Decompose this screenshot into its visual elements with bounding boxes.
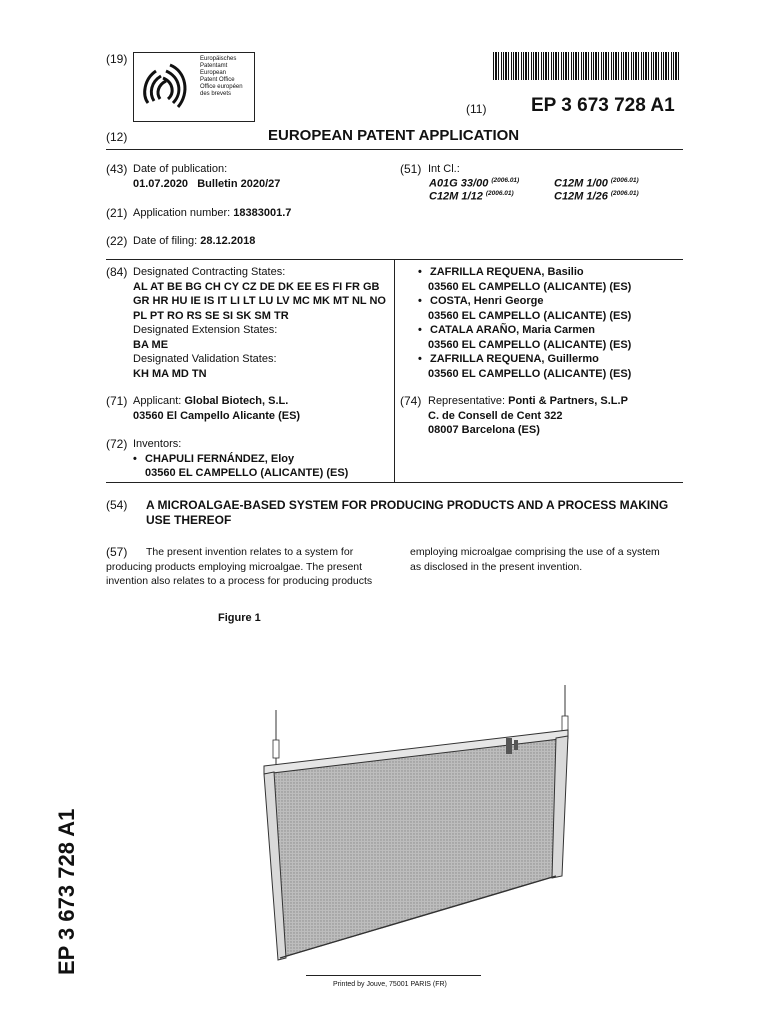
- int-cl-version: (2006.01): [485, 190, 514, 197]
- filing-date-label: Date of filing:: [133, 235, 198, 247]
- inventors-label: Inventors:: [133, 438, 182, 450]
- inventor-name: • ZAFRILLA REQUENA, Guillermo: [418, 353, 599, 365]
- epo-logo-icon: [136, 55, 196, 119]
- int-cl-version: (2006.01): [491, 177, 520, 184]
- applicant-address: 03560 El Campello Alicante (ES): [133, 409, 301, 422]
- inid-code-21: (21): [106, 206, 128, 220]
- applicant-block: [133, 394, 300, 423]
- contracting-states-line: PL PT RO RS SE SI SK SM TR: [133, 309, 289, 322]
- office-name-line: Patentamt: [200, 63, 228, 69]
- publication-date-value: 01.07.2020 Bulletin 2020/27: [133, 178, 281, 190]
- inid-code-19: (19): [106, 52, 128, 66]
- publication-number: EP 3 673 728 A1: [531, 95, 675, 116]
- header-rule: [106, 149, 683, 150]
- applicant-name: Global Biotech, S.L.: [184, 395, 289, 407]
- invention-title-line: A MICROALGAE-BASED SYSTEM FOR PRODUCING PRODUCTS AND A PROCESS MAKING: [146, 498, 669, 512]
- int-cl-version: (2006.01): [610, 177, 639, 184]
- inventor-address: 03560 EL CAMPELLO (ALICANTE) (ES): [428, 367, 632, 380]
- extension-states-label: Designated Extension States:: [133, 324, 278, 336]
- inid-code-43: (43): [106, 162, 128, 176]
- inid-code-84: (84): [106, 265, 128, 279]
- abstract-left-line: producing products employing microalgae. The present: [106, 560, 363, 573]
- figure-caption: Figure 1: [218, 612, 261, 624]
- application-number: [133, 207, 291, 219]
- inid-code-51: (51): [400, 162, 422, 176]
- publication-date-label: Date of publication:: [133, 163, 228, 175]
- abstract-right-line: employing microalgae comprising the use of a system: [410, 546, 660, 558]
- inid-code-57: (57): [106, 545, 128, 559]
- extension-states-value: BA ME: [133, 338, 169, 351]
- int-cl-entry: [429, 177, 519, 190]
- footer-rule: [306, 975, 481, 976]
- inid-code-71: (71): [106, 394, 128, 408]
- int-cl-label: Int Cl.:: [428, 163, 460, 175]
- table-bottom-rule: [106, 482, 683, 483]
- inid-code-11: (11): [466, 102, 487, 116]
- photobioreactor-panel-figure: [230, 680, 590, 965]
- int-cl-class: A01G 33/00: [429, 177, 489, 190]
- int-cl-entry: [429, 190, 514, 203]
- inid-code-54: (54): [106, 498, 128, 512]
- invention-title-line: USE THEREOF: [146, 513, 232, 527]
- inventor-name: • COSTA, Henri George: [418, 295, 544, 307]
- int-cl-class: C12M 1/00: [554, 177, 608, 190]
- inventor-name: • ZAFRILLA REQUENA, Basilio: [418, 266, 584, 278]
- contracting-states-label: Designated Contracting States:: [133, 266, 286, 278]
- abstract-right-line: as disclosed in the present invention.: [410, 560, 583, 573]
- inventors-block: [133, 437, 348, 481]
- inventor-address: 03560 EL CAMPELLO (ALICANTE) (ES): [428, 338, 632, 351]
- contracting-states-line: AL AT BE BG CH CY CZ DE DK EE ES FI FR GB: [133, 280, 380, 293]
- validation-states-value: KH MA MD TN: [133, 367, 207, 380]
- inventor-address: 03560 EL CAMPELLO (ALICANTE) (ES): [145, 467, 349, 479]
- office-name-line: des brevets: [200, 91, 232, 97]
- column-divider: [394, 259, 395, 482]
- printer-note: Printed by Jouve, 75001 PARIS (FR): [333, 981, 447, 988]
- office-name-line: Patent Office: [200, 77, 235, 83]
- int-cl-class: C12M 1/12: [429, 190, 483, 203]
- validation-states-label: Designated Validation States:: [133, 353, 277, 365]
- filing-date-value: 28.12.2018: [200, 235, 256, 247]
- int-cl-entry: [554, 177, 639, 190]
- representative-street: C. de Consell de Cent 322: [428, 409, 563, 422]
- inventor-list-continued: [418, 265, 631, 381]
- document-type: EUROPEAN PATENT APPLICATION: [268, 127, 520, 144]
- int-cl-class: C12M 1/26: [554, 190, 608, 203]
- representative-name: Ponti & Partners, S.L.P: [508, 395, 628, 407]
- office-name-line: European: [200, 70, 227, 76]
- representative-line: [428, 394, 628, 409]
- applicant-line: [133, 394, 300, 409]
- inventor-address: 03560 EL CAMPELLO (ALICANTE) (ES): [428, 309, 632, 322]
- office-names: [200, 56, 243, 98]
- filing-date: [133, 235, 255, 247]
- abstract-left-first: The present invention relates to a system for: [146, 546, 354, 558]
- int-cl-entry: [554, 190, 639, 203]
- inventor-address: 03560 EL CAMPELLO (ALICANTE) (ES): [428, 280, 632, 293]
- invention-title: [146, 498, 668, 528]
- inventor-name: • CHAPULI FERNÁNDEZ, Eloy: [133, 452, 295, 465]
- office-name-line: Europäisches: [200, 56, 237, 62]
- representative-city: 08007 Barcelona (ES): [428, 424, 540, 436]
- application-number-label: Application number:: [133, 207, 231, 219]
- designated-states: [133, 265, 386, 381]
- barcode: [493, 52, 681, 80]
- int-cl-version: (2006.01): [610, 190, 639, 197]
- side-publication-number: EP 3 673 728 A1: [54, 808, 79, 975]
- office-name-line: Office européen: [200, 84, 243, 90]
- abstract-left-line: invention also relates to a process for producing products: [106, 575, 373, 587]
- inid-code-12: (12): [106, 130, 128, 144]
- application-number-value: 18383001.7: [233, 207, 292, 219]
- inventor-name: • CATALA ARAÑO, Maria Carmen: [418, 324, 596, 336]
- inid-code-74: (74): [400, 394, 422, 408]
- contracting-states-line: GR HR HU IE IS IT LI LT LU LV MC MK MT NL NO: [133, 295, 386, 307]
- representative-label: Representative:: [428, 395, 506, 407]
- inid-code-22: (22): [106, 234, 128, 248]
- abstract-right-column: [410, 545, 660, 574]
- applicant-label: Applicant:: [133, 395, 182, 407]
- inid-code-72: (72): [106, 437, 128, 451]
- representative-block: [428, 394, 628, 438]
